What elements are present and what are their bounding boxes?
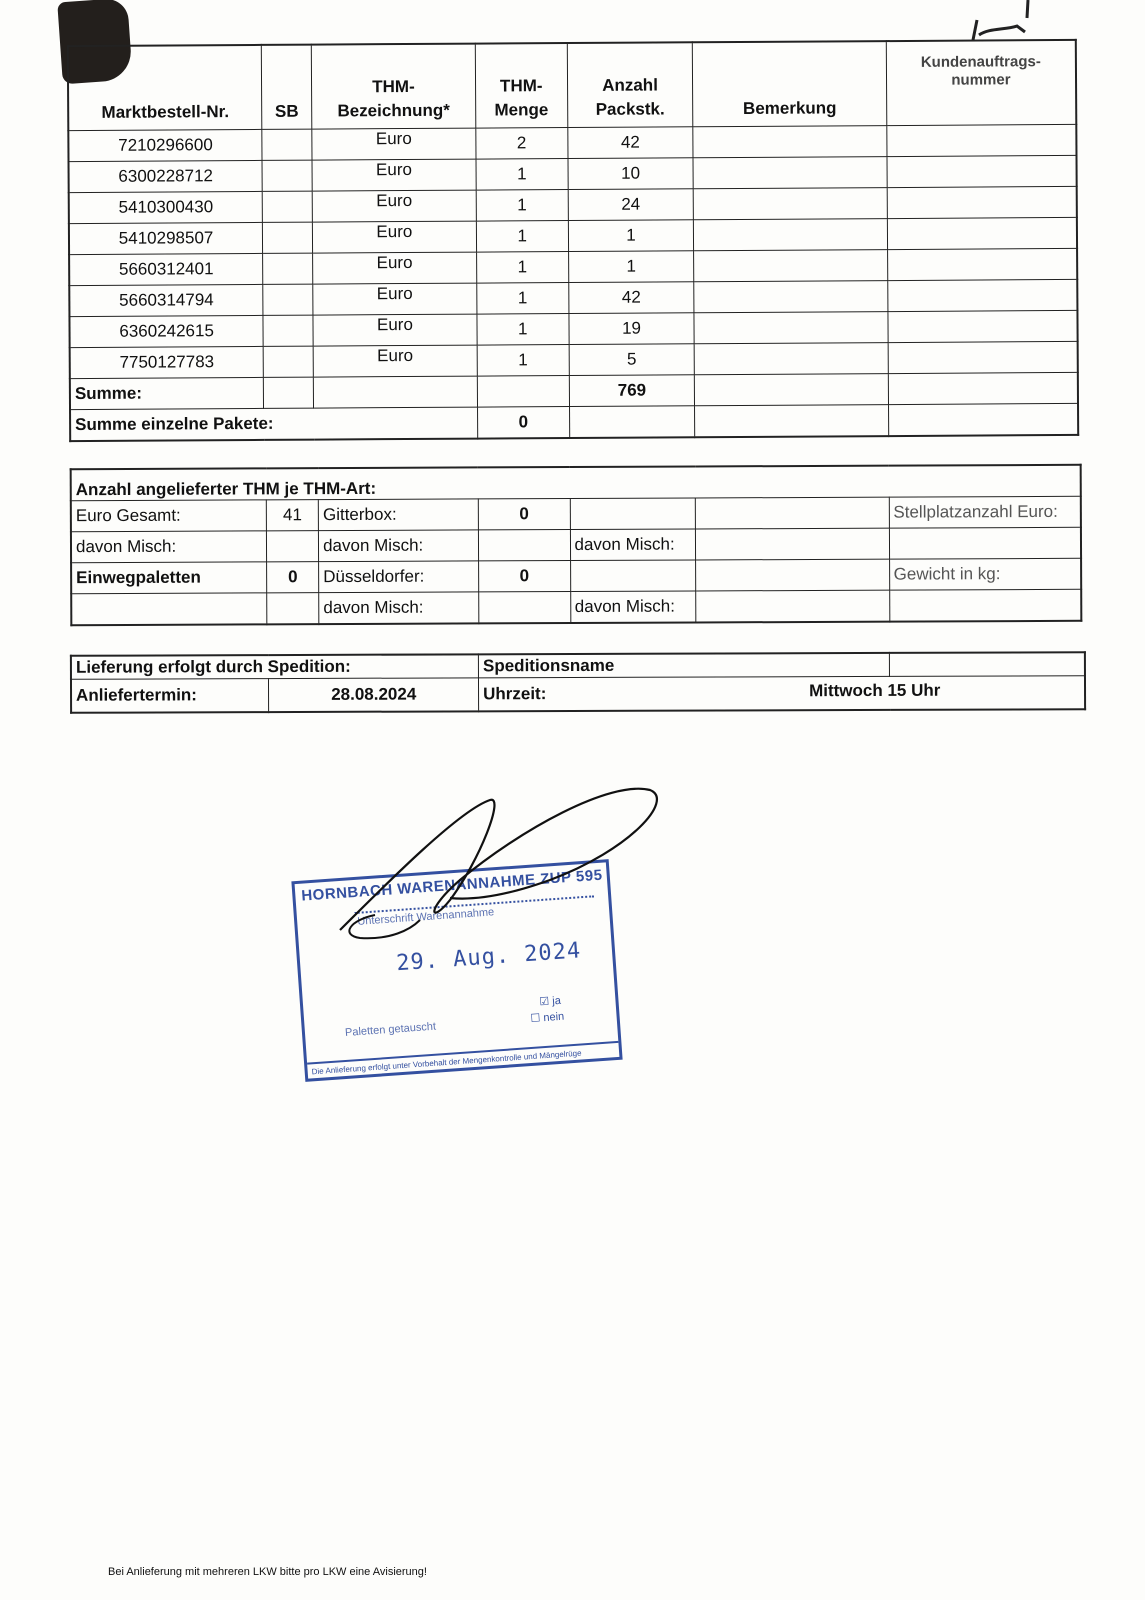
- cell-thm-name: Euro: [312, 128, 476, 160]
- cell-remark: [693, 126, 887, 158]
- cell-sb: [262, 191, 312, 222]
- thm-row-misch-1: [71, 527, 1081, 562]
- col-pack-count: Anzahl Packstk.: [567, 42, 693, 127]
- carrier-label: Lieferung erfolgt durch Spedition:: [71, 654, 479, 679]
- order-table: [67, 39, 1079, 442]
- stamp-footer: Die Anlieferung erfolgt unter Vorbehalt der Mengenkontrolle und Mängelrüge: [307, 1041, 619, 1079]
- stellplatz-label: Stellplatzanzahl Euro:: [889, 496, 1081, 528]
- single-sum-customer: [888, 403, 1078, 436]
- cell-sb: [263, 346, 313, 377]
- weight-label: Gewicht in kg:: [889, 558, 1081, 590]
- cell-pack-count: 5: [569, 344, 695, 376]
- single-sum-pack: [569, 406, 695, 438]
- cell-remark: [694, 250, 888, 282]
- col-customer-order: Kundenauftrags- nummer: [886, 40, 1076, 126]
- sum-customer: [888, 372, 1078, 404]
- stamp-date: 29. Aug. 2024: [395, 938, 582, 977]
- duesseldorfer-value: 0: [478, 561, 570, 592]
- thm-row-einweg: [71, 558, 1081, 593]
- duesseldorfer-label: Düsseldorfer:: [319, 561, 479, 593]
- cell-thm-name: Euro: [312, 221, 476, 253]
- cell-thm-qty: 1: [477, 314, 569, 346]
- thm-empty-12: [696, 590, 889, 622]
- cell-remark: [694, 312, 888, 344]
- thm-empty-8: [696, 559, 889, 591]
- cell-thm-name: Euro: [313, 314, 477, 346]
- gitterbox-value: 0: [478, 499, 570, 530]
- col-remark: Bemerkung: [693, 41, 887, 127]
- thm-empty-7: [570, 560, 696, 592]
- carrier-name-value: [890, 652, 1085, 676]
- cell-pack-count: 10: [568, 158, 694, 190]
- cell-customer-order: [887, 248, 1077, 280]
- delivery-table: [70, 651, 1086, 714]
- thm-empty-9: [71, 593, 267, 625]
- date-value: 28.08.2024: [269, 678, 479, 712]
- gitterbox-mixed-label: davon Misch:: [319, 530, 479, 562]
- cell-remark: [693, 157, 887, 189]
- cell-pack-count: 42: [567, 127, 693, 159]
- cell-order-no: 5410298507: [69, 222, 263, 254]
- cell-thm-qty: 2: [476, 128, 568, 160]
- thm-empty-3: [267, 531, 319, 562]
- col-order-no: Marktbestell-Nr.: [68, 45, 262, 131]
- time-label: Uhrzeit:: [483, 684, 547, 704]
- date-label: Anliefertermin:: [71, 679, 269, 713]
- sum-label: Summe:: [70, 377, 264, 409]
- cell-customer-order: [887, 124, 1077, 156]
- cell-sb: [263, 253, 313, 284]
- cell-order-no: 6360242615: [69, 315, 263, 347]
- cell-customer-order: [887, 186, 1077, 218]
- stamp-nein: ☐ nein: [530, 1010, 565, 1025]
- cell-thm-name: Euro: [312, 159, 476, 191]
- cell-customer-order: [887, 155, 1077, 187]
- other-mixed-label-1: davon Misch:: [570, 529, 696, 561]
- thm-row-misch-2: [71, 589, 1081, 625]
- col-thm-qty: THM- Menge: [475, 43, 567, 128]
- cell-sb: [263, 315, 313, 346]
- cell-sb: [263, 222, 313, 253]
- cell-sb: [262, 129, 312, 160]
- cell-order-no: 6300228712: [69, 160, 263, 192]
- col-thm-name: THM- Bezeichnung*: [311, 44, 475, 129]
- cell-pack-count: 19: [569, 313, 695, 345]
- cell-order-no: 5410300430: [69, 191, 263, 223]
- thm-empty-2: [696, 497, 889, 529]
- cell-remark: [694, 219, 888, 251]
- einweg-label: Einwegpaletten: [71, 562, 267, 594]
- cell-pack-count: 42: [568, 282, 694, 314]
- stamp-heading: HORNBACH WARENANNAHME ZUP 595: [300, 866, 604, 905]
- stamp-subline: Unterschrift Warenannahme: [356, 906, 495, 928]
- time-cell: [479, 676, 1086, 712]
- sum-value: 769: [569, 375, 695, 407]
- cell-customer-order: [888, 279, 1078, 311]
- cell-pack-count: 1: [568, 251, 694, 283]
- carrier-name-label: Speditionsname: [478, 653, 889, 678]
- delivery-row-carrier: [71, 652, 1085, 679]
- signature: [330, 770, 670, 950]
- single-sum-value: 0: [477, 407, 569, 439]
- single-sum-row: [70, 403, 1078, 441]
- cell-thm-qty: 1: [476, 190, 568, 222]
- cell-customer-order: [887, 217, 1077, 249]
- thm-empty-13: [889, 589, 1081, 621]
- stamp-nein-label: nein: [543, 1010, 565, 1025]
- cell-remark: [694, 188, 888, 220]
- col-sb: SB: [261, 45, 311, 130]
- thm-empty-6: [889, 527, 1081, 559]
- stamp-pallets-label: Paletten getauscht: [344, 1020, 437, 1039]
- cell-order-no: 5660314794: [69, 284, 263, 316]
- sum-remark: [695, 374, 889, 406]
- einweg-value: 0: [267, 562, 319, 593]
- cell-thm-qty: 1: [477, 345, 569, 377]
- cell-thm-qty: 1: [476, 252, 568, 284]
- cell-remark: [694, 281, 888, 313]
- order-table-header: [68, 40, 1076, 131]
- delivery-row-date: [71, 676, 1085, 713]
- cell-customer-order: [888, 341, 1078, 373]
- cell-thm-name: Euro: [313, 283, 477, 315]
- thm-empty-10: [267, 593, 319, 625]
- cell-thm-name: Euro: [312, 190, 476, 222]
- cell-sb: [262, 160, 312, 191]
- cell-pack-count: 1: [568, 220, 694, 252]
- cell-thm-name: Euro: [313, 345, 477, 377]
- thm-title-row: [71, 465, 1081, 501]
- cell-customer-order: [888, 310, 1078, 342]
- thm-empty-5: [696, 528, 889, 560]
- gitterbox-label: Gitterbox:: [318, 499, 478, 531]
- duesseldorfer-mixed-label: davon Misch:: [319, 592, 479, 624]
- thm-empty-1: [570, 498, 696, 530]
- sum-sb: [263, 377, 313, 408]
- cell-sb: [263, 284, 313, 315]
- euro-total-value: 41: [267, 500, 319, 531]
- cell-thm-qty: 1: [476, 159, 568, 191]
- sum-thm-qty: [477, 376, 569, 408]
- cell-thm-qty: 1: [477, 283, 569, 315]
- single-sum-remark: [695, 405, 889, 438]
- single-sum-label: Summe einzelne Pakete:: [70, 407, 477, 441]
- thm-empty-4: [478, 530, 570, 561]
- thm-table: [70, 464, 1083, 626]
- cell-pack-count: 24: [568, 189, 694, 221]
- footer-note: Bei Anlieferung mit mehreren LKW bitte pro LKW eine Avisierung!: [108, 1566, 427, 1578]
- time-value: Mittwoch 15 Uhr: [809, 680, 941, 701]
- cell-thm-name: Euro: [313, 252, 477, 284]
- cell-thm-qty: 1: [476, 221, 568, 253]
- stamp-ja: ☑ ja: [539, 994, 562, 1009]
- sum-thm-name: [313, 376, 477, 408]
- thm-row-euro: [71, 496, 1081, 531]
- euro-mixed-label: davon Misch:: [71, 531, 267, 563]
- cell-order-no: 7750127783: [70, 346, 264, 378]
- thm-title: Anzahl angelieferter THM je THM-Art:: [71, 465, 1081, 501]
- thm-empty-11: [479, 592, 571, 624]
- other-mixed-label-2: davon Misch:: [570, 591, 696, 623]
- euro-total-label: Euro Gesamt:: [71, 500, 267, 532]
- cell-order-no: 7210296600: [68, 129, 262, 161]
- stamp-ja-label: ja: [551, 994, 562, 1008]
- cell-remark: [694, 343, 888, 375]
- cell-order-no: 5660312401: [69, 253, 263, 285]
